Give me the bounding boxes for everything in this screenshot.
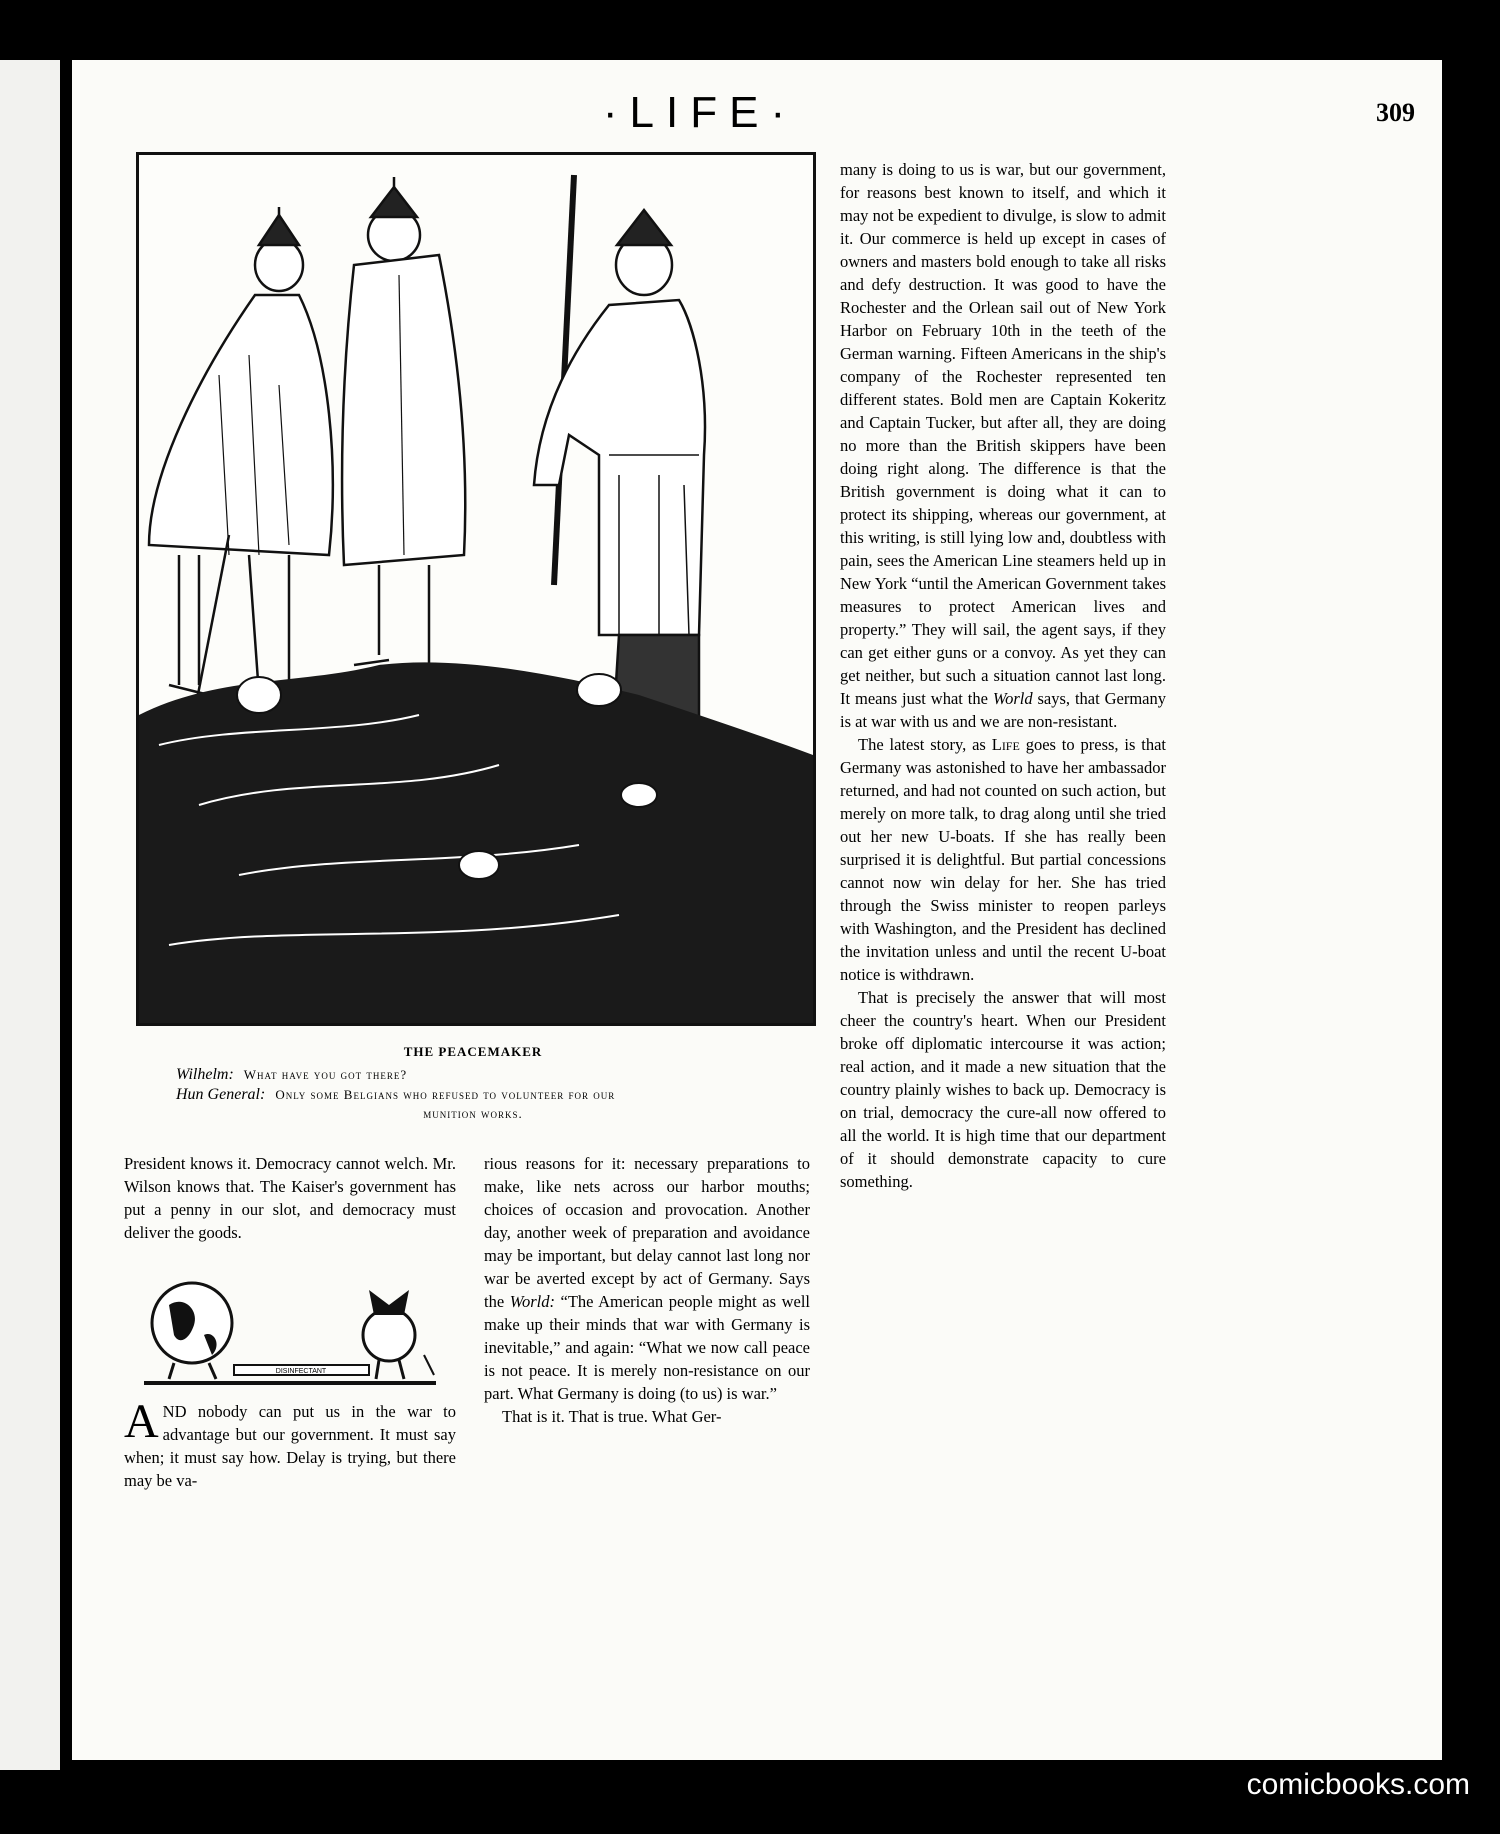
paragraph-text: “The American people might as well make up their minds that war with Germany is inevitable,” and again: “What we now call peace is not peace. It is merely non-resistance on our part. What Germany is doing (to us) is war.” bbox=[484, 1292, 810, 1403]
publication-name: World: bbox=[509, 1292, 555, 1311]
site-watermark: comicbooks.com bbox=[1246, 1768, 1470, 1801]
paragraph-text: goes to press, is that Germany was astonished to have her ambassador returned, and had not counted on such action, but merely on more talk, to drag along until she tried out her new U-boats. If she has really been surprised it is delightful. But partial concessions cannot now win delay for her. She has tried through the Swiss minister to reopen parleys with Washington, and the President has declined the invitation unless and until the recent U-boat notice is withdrawn. bbox=[840, 735, 1167, 984]
paragraph bbox=[484, 1152, 810, 1405]
paragraph-text: many is doing to us is war, but our government, for reasons best known to itself, and which it may not be expedient to divulge, is slow to admit it. Our commerce is held up except in cases of owners and masters bold enough to take all risks and defy destruction. It was good to have the Rochester and the Orlean sail out of New York Harbor on February 10th in the teeth of the German warning. Fifteen Americans in the ship's company of the Rochester represented ten different states. Bold men are Captain Kokeritz and Captain Tucker, but after all, they are doing no more than the British skippers have been doing right along. The difference is that the British government is doing what it can to protect its shipping, whereas our government, at this writing, is still lying low and, doubtless with pain, sees the American Line steamers held up in New York “until the American Government takes measures to protect American lives and property.” They will sail, the agent says, if they can get either guns or a convoy. As yet they can get neither, but such a situation cannot last long. It means just what the bbox=[840, 160, 1166, 708]
cartoon-title: THE PEACEMAKER bbox=[403, 1044, 543, 1059]
publication-name: World bbox=[992, 689, 1033, 708]
article-column-middle bbox=[484, 1152, 810, 1428]
magazine-name: Life bbox=[991, 735, 1020, 754]
caption-speaker: Wilhelm: bbox=[176, 1066, 234, 1083]
article-column-left-top bbox=[124, 1152, 456, 1244]
caption-text: What have you got there? bbox=[243, 1067, 408, 1082]
drop-cap: A bbox=[124, 1395, 159, 1448]
page-gutter bbox=[60, 60, 72, 1770]
paragraph-text: The latest story, as bbox=[858, 735, 986, 754]
facing-page-edge bbox=[0, 60, 60, 1770]
paragraph bbox=[840, 733, 1166, 986]
article-column-right bbox=[840, 158, 1166, 1193]
paragraph-text: rious reasons for it: necessary preparations to make, like nets across our harbor mouths; choices of occasion and provocation. Another day, another week of preparation and avoidance may be important, but delay cannot last long nor war be averted except by act of Germany. Says the bbox=[484, 1154, 810, 1311]
caption-line-wilhelm bbox=[176, 1066, 407, 1084]
caption-continuation: munition works. bbox=[423, 1106, 523, 1121]
paragraph bbox=[840, 158, 1166, 733]
paragraph-text: says, that Germany is at war with us and we are non-resistant. bbox=[840, 689, 1166, 731]
caption-line-general bbox=[176, 1086, 615, 1104]
caption-text: Only some Belgians who refused to volunteer for our bbox=[275, 1087, 616, 1102]
cartoon-illustration bbox=[136, 152, 816, 1026]
paragraph bbox=[124, 1395, 456, 1492]
cartoon-drawing bbox=[139, 155, 813, 1023]
paragraph: That is it. That is true. What Ger- bbox=[502, 1407, 722, 1426]
vignette-label: DISINFECTANT bbox=[275, 1368, 327, 1375]
page-number: 309 bbox=[1376, 98, 1415, 127]
globe-vignette bbox=[124, 1275, 456, 1395]
paragraph: That is precisely the answer that will most cheer the country's heart. When our President broke off diplomatic intercourse it was action; real action, and it made a new situation that the country plainly wishes to back up. Democracy is on trial, democracy the cure-all now offered to all the world. It is high time that our department of it should demonstrate capacity to cure something. bbox=[840, 988, 1166, 1191]
masthead-title: ·LIFE· bbox=[602, 88, 798, 137]
article-column-left-bottom bbox=[124, 1395, 456, 1492]
paragraph-text: ND nobody can put us in the war to advantage but our government. It must say when; it must say how. Delay is trying, but there may be va- bbox=[124, 1402, 456, 1490]
caption-speaker: Hun General: bbox=[176, 1086, 266, 1103]
paragraph: President knows it. Democracy cannot welch. Mr. Wilson knows that. The Kaiser's government has put a penny in our slot, and democracy must deliver the goods. bbox=[124, 1154, 456, 1242]
vignette-drawing bbox=[124, 1275, 456, 1395]
